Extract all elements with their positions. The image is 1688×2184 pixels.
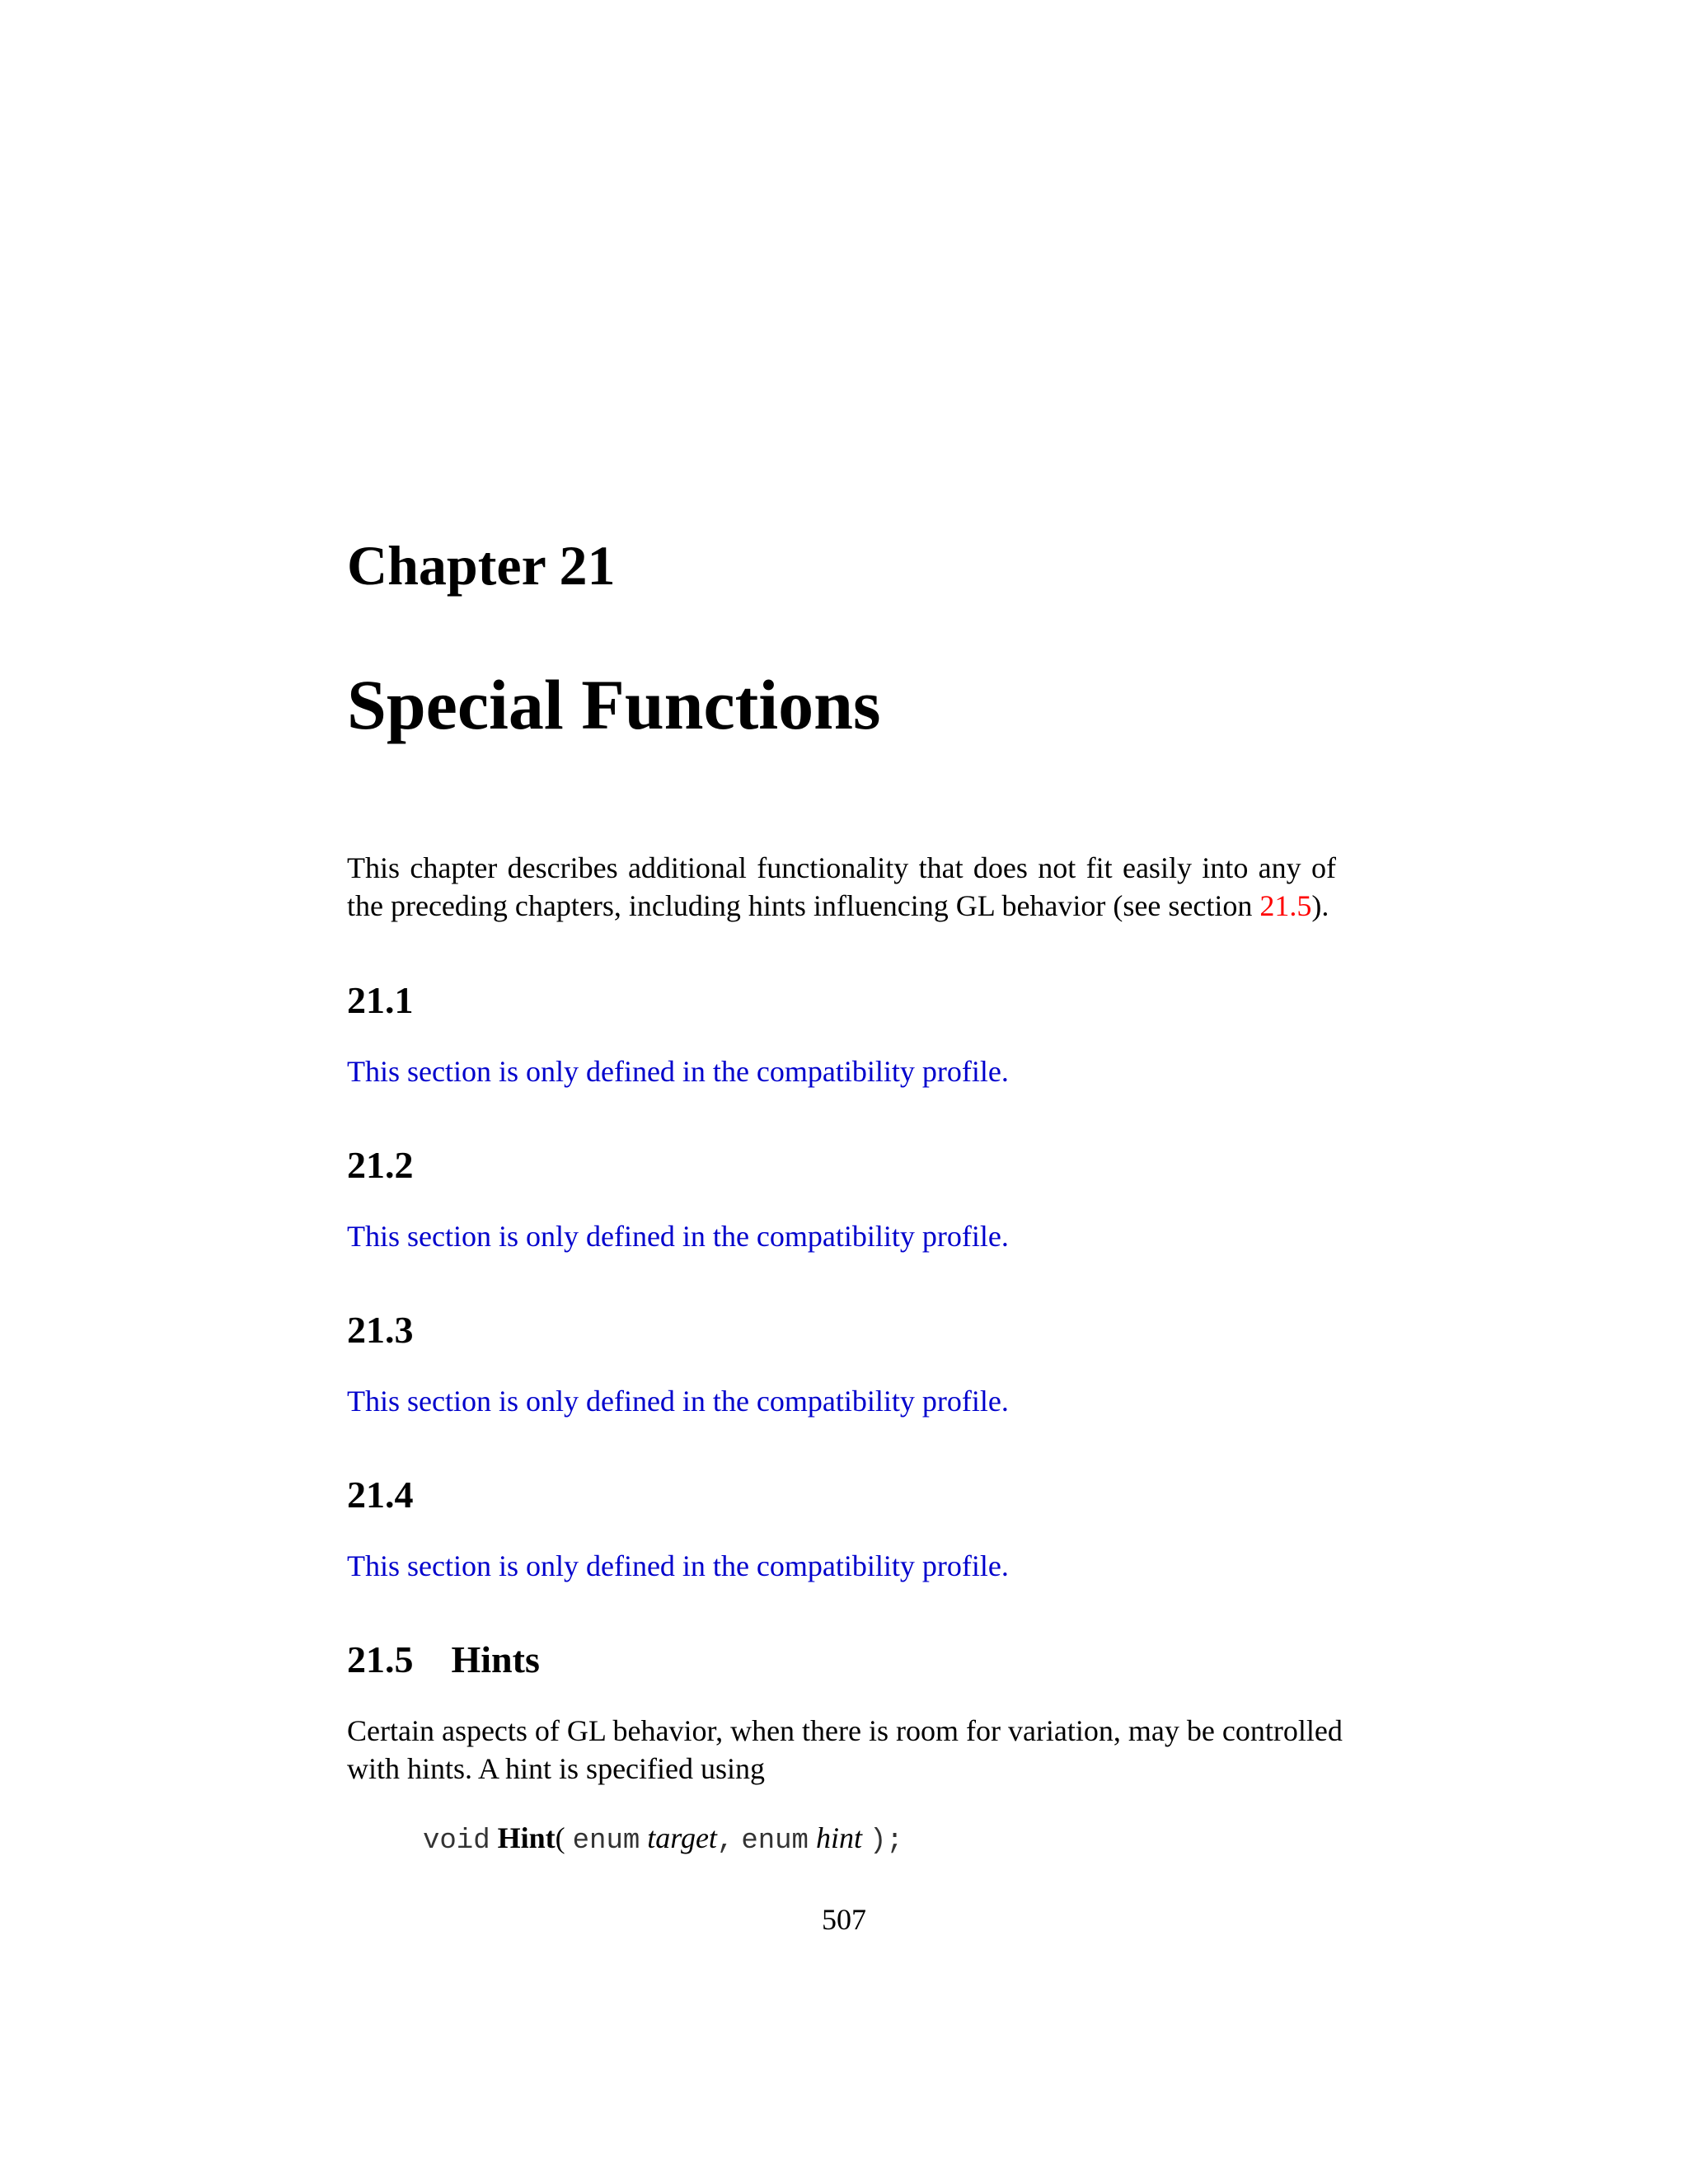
function-name: Hint	[497, 1821, 556, 1854]
open-paren: (	[555, 1821, 565, 1854]
chapter-title: Special Functions	[347, 665, 881, 744]
param1-type: enum	[572, 1825, 640, 1857]
intro-paragraph	[347, 849, 1336, 925]
param2-name: hint	[815, 1821, 862, 1854]
page-number: 507	[822, 1903, 866, 1936]
intro-line-1: This chapter describes additional functionality that does not fit easily into any of	[347, 851, 1336, 884]
section-reference-link[interactable]: 21.5	[1259, 889, 1312, 922]
intro-line-2	[347, 887, 1336, 925]
section-heading-21-3: 21.3	[347, 1309, 414, 1351]
function-prototype	[423, 1819, 903, 1860]
close-paren: );	[869, 1825, 903, 1857]
hints-line-1: Certain aspects of GL behavior, when there is room for variation, may be controlled	[347, 1714, 1343, 1747]
param1-name: target	[647, 1821, 717, 1854]
section-number-21-5: 21.5	[347, 1638, 414, 1680]
chapter-label: Chapter 21	[347, 534, 616, 597]
param-comma: ,	[716, 1825, 734, 1857]
section-heading-21-4: 21.4	[347, 1474, 414, 1516]
compat-note-21-3[interactable]: This section is only defined in the compatibility profile.	[347, 1385, 1009, 1418]
section-heading-21-5	[347, 1638, 540, 1680]
compat-note-21-2[interactable]: This section is only defined in the compatibility profile.	[347, 1220, 1009, 1253]
hints-line-2: with hints. A hint is specified using	[347, 1752, 766, 1785]
return-type: void	[423, 1825, 490, 1857]
compat-note-21-1[interactable]: This section is only defined in the compatibility profile.	[347, 1055, 1009, 1088]
compat-note-21-4[interactable]: This section is only defined in the compatibility profile.	[347, 1549, 1009, 1582]
intro-line-2-text: the preceding chapters, including hints influencing GL behavior (see section	[347, 889, 1260, 922]
section-heading-21-1: 21.1	[347, 979, 414, 1021]
section-title-hints: Hints	[451, 1638, 540, 1680]
intro-line-2-end: ).	[1311, 889, 1329, 922]
param2-type: enum	[741, 1825, 809, 1857]
section-heading-21-2: 21.2	[347, 1144, 414, 1186]
hints-paragraph	[347, 1712, 1343, 1788]
